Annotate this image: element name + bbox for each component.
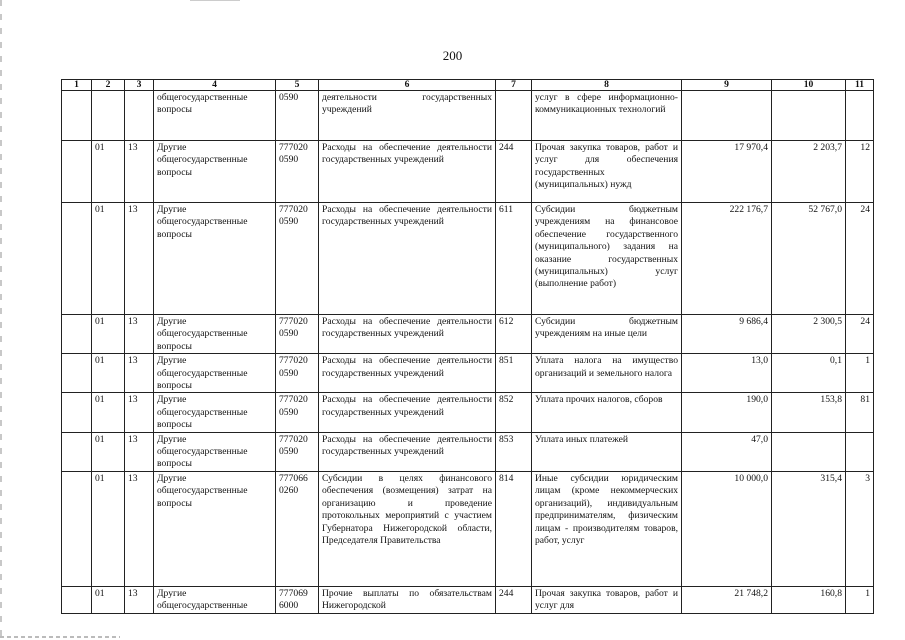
cell-section: 01 bbox=[92, 393, 125, 432]
column-header-2: 2 bbox=[92, 80, 125, 91]
table-header-row bbox=[62, 80, 874, 91]
cell-expense-type-name: услуг в сфере информационно-коммуникационных технологий bbox=[532, 91, 682, 141]
cell-expense-type: 851 bbox=[496, 354, 532, 393]
cell-amount-planned: 9 686,4 bbox=[682, 315, 772, 354]
cell-col1 bbox=[62, 393, 92, 432]
cell-expense-type-name: Уплата прочих налогов, сборов bbox=[532, 393, 682, 432]
cell-target-item-name: Расходы на обеспечение деятельности государственных учреждений bbox=[319, 141, 496, 203]
table-row bbox=[62, 471, 874, 586]
cell-percent bbox=[846, 432, 874, 471]
cell-target-item: 777020 0590 bbox=[276, 141, 319, 203]
column-header-1: 1 bbox=[62, 80, 92, 91]
scan-bottom-mark bbox=[0, 636, 120, 638]
cell-expense-type: 853 bbox=[496, 432, 532, 471]
cell-section-name: Другие общегосударственные вопросы bbox=[154, 471, 276, 586]
cell-section-name: Другие общегосударственные вопросы bbox=[154, 141, 276, 203]
cell-target-item-name: Расходы на обеспечение деятельности государственных учреждений bbox=[319, 315, 496, 354]
table-row bbox=[62, 586, 874, 613]
cell-percent: 24 bbox=[846, 315, 874, 354]
table-row bbox=[62, 354, 874, 393]
cell-subsection: 13 bbox=[125, 354, 154, 393]
scan-top-mark bbox=[190, 0, 240, 1]
column-header-3: 3 bbox=[125, 80, 154, 91]
cell-percent: 1 bbox=[846, 586, 874, 613]
cell-percent: 81 bbox=[846, 393, 874, 432]
cell-section: 01 bbox=[92, 141, 125, 203]
table-row bbox=[62, 141, 874, 203]
cell-amount-planned: 47,0 bbox=[682, 432, 772, 471]
cell-target-item-name: Субсидии в целях финансового обеспечения (возмещения) затрат на организацию и проведение протокольных мероприятий с участием Губернатора Нижегородской области, Председателя Правительства bbox=[319, 471, 496, 586]
cell-section: 01 bbox=[92, 315, 125, 354]
cell-expense-type: 611 bbox=[496, 203, 532, 315]
cell-expense-type-name: Субсидии бюджетным учреждениям на иные цели bbox=[532, 315, 682, 354]
cell-expense-type-name: Прочая закупка товаров, работ и услуг для bbox=[532, 586, 682, 613]
cell-target-item: 777020 0590 bbox=[276, 393, 319, 432]
cell-amount-executed bbox=[772, 432, 846, 471]
cell-percent: 24 bbox=[846, 203, 874, 315]
cell-subsection bbox=[125, 91, 154, 141]
cell-amount-planned bbox=[682, 91, 772, 141]
cell-amount-planned: 13,0 bbox=[682, 354, 772, 393]
cell-percent bbox=[846, 91, 874, 141]
cell-expense-type-name: Иные субсидии юридическим лицам (кроме некоммерческих организаций), индивидуальным предпринимателям, физическим лицам - производителям товаров, работ, услуг bbox=[532, 471, 682, 586]
cell-target-item: 777069 6000 bbox=[276, 586, 319, 613]
cell-section-name: общегосударственные вопросы bbox=[154, 91, 276, 141]
cell-section-name: Другие общегосударственные вопросы bbox=[154, 354, 276, 393]
cell-target-item: 777020 0590 bbox=[276, 432, 319, 471]
cell-section-name: Другие общегосударственные вопросы bbox=[154, 393, 276, 432]
page-number: 200 bbox=[442, 48, 463, 63]
cell-amount-planned: 222 176,7 bbox=[682, 203, 772, 315]
cell-section-name: Другие общегосударственные вопросы bbox=[154, 432, 276, 471]
cell-expense-type-name: Уплата иных платежей bbox=[532, 432, 682, 471]
cell-col1 bbox=[62, 432, 92, 471]
cell-amount-executed: 0,1 bbox=[772, 354, 846, 393]
column-header-5: 5 bbox=[276, 80, 319, 91]
cell-section bbox=[92, 91, 125, 141]
cell-amount-executed: 2 203,7 bbox=[772, 141, 846, 203]
table-row bbox=[62, 432, 874, 471]
cell-subsection: 13 bbox=[125, 432, 154, 471]
cell-target-item: 777020 0590 bbox=[276, 203, 319, 315]
cell-subsection: 13 bbox=[125, 586, 154, 613]
cell-expense-type: 852 bbox=[496, 393, 532, 432]
cell-amount-planned: 17 970,4 bbox=[682, 141, 772, 203]
cell-expense-type: 244 bbox=[496, 141, 532, 203]
cell-target-item-name: деятельности государственных учреждений bbox=[319, 91, 496, 141]
cell-col1 bbox=[62, 91, 92, 141]
cell-subsection: 13 bbox=[125, 471, 154, 586]
cell-section: 01 bbox=[92, 432, 125, 471]
column-header-7: 7 bbox=[496, 80, 532, 91]
column-header-11: 11 bbox=[846, 80, 874, 91]
cell-expense-type: 612 bbox=[496, 315, 532, 354]
cell-section-name: Другие общегосударственные вопросы bbox=[154, 203, 276, 315]
cell-percent: 3 bbox=[846, 471, 874, 586]
cell-amount-planned: 21 748,2 bbox=[682, 586, 772, 613]
cell-col1 bbox=[62, 354, 92, 393]
cell-expense-type-name: Прочая закупка товаров, работ и услуг для обеспечения государственных (муниципальных) нужд bbox=[532, 141, 682, 203]
column-header-9: 9 bbox=[682, 80, 772, 91]
cell-target-item: 777020 0590 bbox=[276, 354, 319, 393]
cell-section-name: Другие общегосударственные вопросы bbox=[154, 315, 276, 354]
cell-col1 bbox=[62, 315, 92, 354]
cell-target-item: 777020 0590 bbox=[276, 315, 319, 354]
cell-section: 01 bbox=[92, 203, 125, 315]
cell-amount-executed: 2 300,5 bbox=[772, 315, 846, 354]
cell-section-name: Другие общегосударственные bbox=[154, 586, 276, 613]
cell-amount-executed: 315,4 bbox=[772, 471, 846, 586]
cell-percent: 12 bbox=[846, 141, 874, 203]
cell-subsection: 13 bbox=[125, 141, 154, 203]
cell-target-item: 0590 bbox=[276, 91, 319, 141]
cell-expense-type-name: Уплата налога на имущество организаций и земельного налога bbox=[532, 354, 682, 393]
cell-amount-executed: 160,8 bbox=[772, 586, 846, 613]
table-row bbox=[62, 91, 874, 141]
cell-target-item-name: Расходы на обеспечение деятельности государственных учреждений bbox=[319, 432, 496, 471]
cell-col1 bbox=[62, 141, 92, 203]
cell-percent: 1 bbox=[846, 354, 874, 393]
cell-target-item-name: Расходы на обеспечение деятельности государственных учреждений bbox=[319, 354, 496, 393]
column-header-10: 10 bbox=[772, 80, 846, 91]
cell-target-item-name: Расходы на обеспечение деятельности государственных учреждений bbox=[319, 203, 496, 315]
table-row bbox=[62, 393, 874, 432]
cell-amount-executed: 52 767,0 bbox=[772, 203, 846, 315]
cell-expense-type-name: Субсидии бюджетным учреждениям на финансовое обеспечение государственного (муниципального) задания на оказание государственных (муниципальных) услуг (выполнение работ) bbox=[532, 203, 682, 315]
cell-section: 01 bbox=[92, 586, 125, 613]
budget-table bbox=[61, 79, 874, 614]
cell-amount-executed: 153,8 bbox=[772, 393, 846, 432]
cell-col1 bbox=[62, 471, 92, 586]
cell-amount-executed bbox=[772, 91, 846, 141]
cell-expense-type bbox=[496, 91, 532, 141]
scan-edge-mark bbox=[0, 0, 2, 640]
cell-target-item: 777066 0260 bbox=[276, 471, 319, 586]
cell-subsection: 13 bbox=[125, 393, 154, 432]
cell-amount-planned: 10 000,0 bbox=[682, 471, 772, 586]
cell-subsection: 13 bbox=[125, 203, 154, 315]
cell-section: 01 bbox=[92, 471, 125, 586]
cell-subsection: 13 bbox=[125, 315, 154, 354]
cell-target-item-name: Расходы на обеспечение деятельности государственных учреждений bbox=[319, 393, 496, 432]
cell-col1 bbox=[62, 586, 92, 613]
cell-target-item-name: Прочие выплаты по обязательствам Нижегородской bbox=[319, 586, 496, 613]
cell-expense-type: 244 bbox=[496, 586, 532, 613]
cell-section: 01 bbox=[92, 354, 125, 393]
table-row bbox=[62, 203, 874, 315]
table-row bbox=[62, 315, 874, 354]
column-header-8: 8 bbox=[532, 80, 682, 91]
column-header-4: 4 bbox=[154, 80, 276, 91]
cell-amount-planned: 190,0 bbox=[682, 393, 772, 432]
cell-expense-type: 814 bbox=[496, 471, 532, 586]
column-header-6: 6 bbox=[319, 80, 496, 91]
cell-col1 bbox=[62, 203, 92, 315]
